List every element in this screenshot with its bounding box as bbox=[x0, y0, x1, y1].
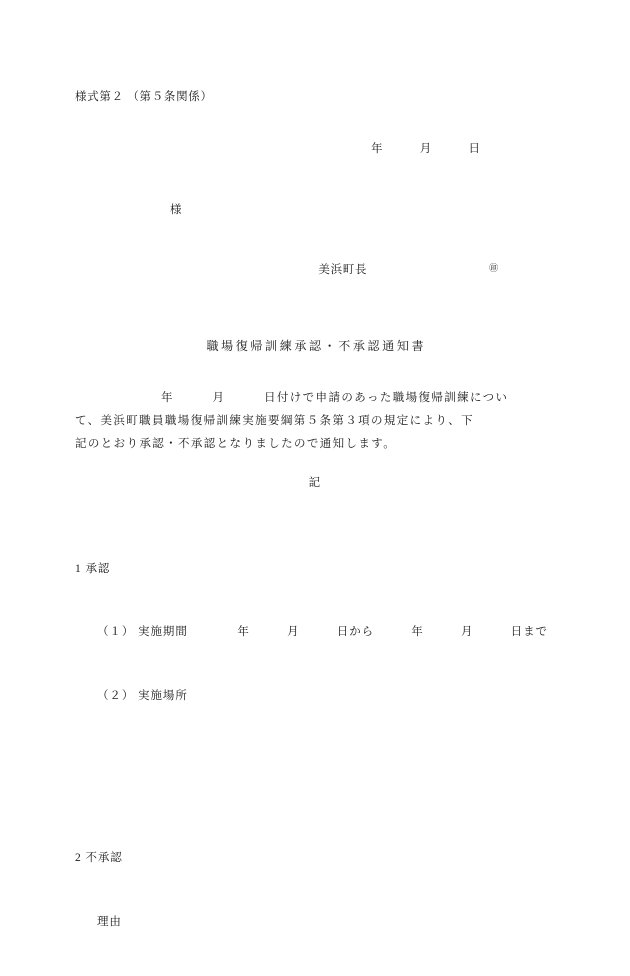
document-body bbox=[75, 88, 555, 976]
paragraph-line-3: 記のとおり承認・不承認となりましたので通知します。 bbox=[75, 438, 397, 450]
section-disapproval-title: 2 不承認 bbox=[75, 852, 123, 865]
section-approval-item-period: （１） 実施期間 年 月 日から 年 月 日まで bbox=[97, 626, 548, 639]
form-number: 様式第２ （第５条関係） bbox=[75, 91, 213, 103]
issuer-line bbox=[75, 249, 555, 289]
ki-marker: 記 bbox=[308, 477, 322, 489]
section-approval-title: 1 承認 bbox=[75, 562, 111, 575]
document-title: 職場復帰訓練承認・不承認通知書 bbox=[206, 339, 427, 353]
seal-icon: ㊞ bbox=[489, 263, 499, 273]
issuer-name: 美浜町長 bbox=[318, 264, 490, 276]
document-paragraph bbox=[75, 387, 555, 456]
paragraph-line-1: 年 月 日付けで申請のあった職場復帰訓練につい bbox=[161, 392, 509, 404]
issue-date-line: 年 月 日 bbox=[371, 143, 481, 155]
addressee-line: 様 bbox=[170, 204, 183, 216]
section-approval-item-location: （２） 実施場所 bbox=[97, 690, 188, 703]
paragraph-line-2: て、美浜町職員職場復帰訓練実施要綱第５条第３項の規定により、下 bbox=[75, 415, 475, 427]
section-approval bbox=[75, 516, 555, 750]
section-disapproval bbox=[75, 806, 555, 976]
section-disapproval-reason: 理由 bbox=[97, 916, 122, 929]
